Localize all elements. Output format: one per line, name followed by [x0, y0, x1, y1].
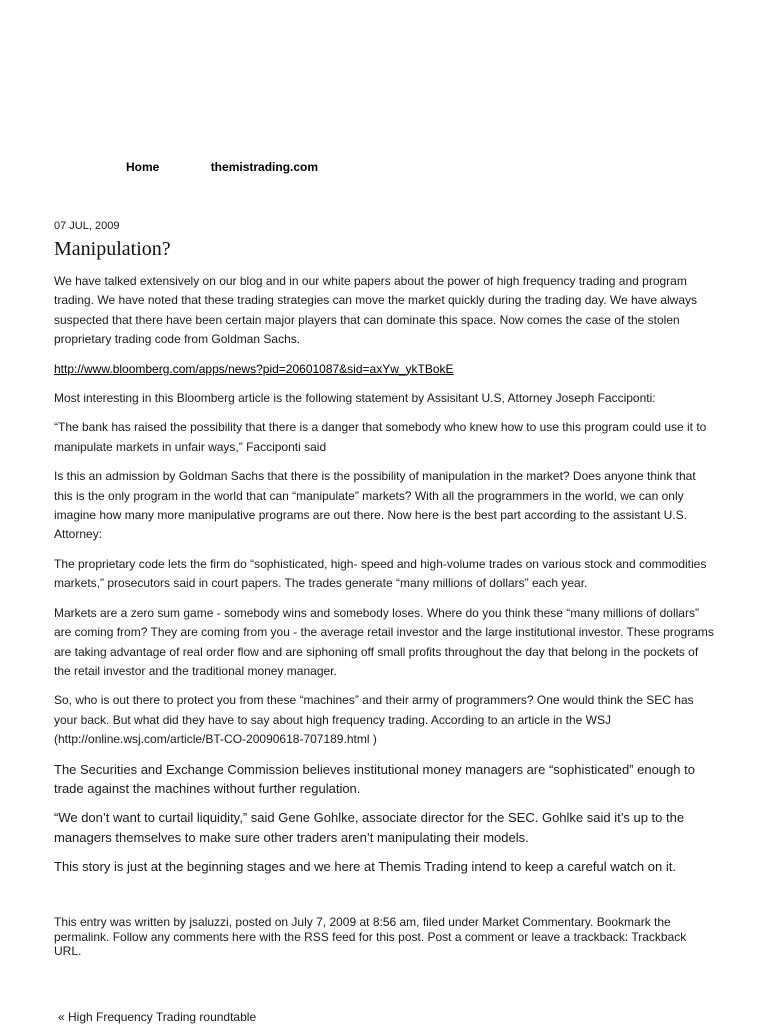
- paragraph: The proprietary code lets the firm do “sophisticated, high- speed and high-volume trades on various stock and commodities markets,” prosecutors said in court papers. The trades generate “many millions of dollars” each year.: [54, 556, 707, 591]
- paragraph: Is this an admission by Goldman Sachs that there is the possibility of manipulation in the market? Does anyone think that this is the only program in the world that can “manipulate” markets? With all the programmers in the world, we can only imagine how many more manipulative programs are out there. Now here is the best part according to the assistant U.S. Attorney:: [54, 469, 696, 542]
- post-date: 07 JUL, 2009: [54, 220, 120, 232]
- post-meta: This entry was written by jsaluzzi, posted on July 7, 2009 at 8:56 am, filed under Market Commentary. Bookmark the permalink. Follow any comments here with the RSS feed for this post. Post a comment or leave a trackback: Trackback URL.: [54, 915, 687, 958]
- nav-home-link[interactable]: Home: [126, 160, 160, 174]
- post-title: Manipulation?: [54, 238, 171, 260]
- previous-post-link[interactable]: « High Frequency Trading roundtable: [58, 1010, 257, 1024]
- paragraph: This story is just at the beginning stages and we here at Themis Trading intend to keep a careful watch on it.: [54, 859, 676, 875]
- nav-site-link[interactable]: themistrading.com: [210, 160, 319, 174]
- post-pagination: [58, 1010, 256, 1024]
- quote-paragraph: “The bank has raised the possibility that there is a danger that somebody who knew how to use this program could use it to manipulate markets in unfair ways,” Facciponti said: [54, 420, 707, 454]
- post-body: [54, 272, 714, 877]
- paragraph: “We don’t want to curtail liquidity,” said Gene Gohlke, associate director for the SEC. Gohlke said it’s up to the managers themselves to make sure other traders aren’t manipulating their models.: [54, 810, 685, 845]
- paragraph: We have talked extensively on our blog and in our white papers about the power of high frequency trading and program trading. We have noted that these trading strategies can move the market quickly during the trading day. We have always suspected that there have been certain major players that can dominate this space. Now comes the case of the stolen proprietary trading code from Goldman Sachs.: [54, 274, 698, 347]
- paragraph: The Securities and Exchange Commission believes institutional money managers are “sophisticated” enough to trade against the machines without further regulation.: [54, 761, 695, 796]
- paragraph: Most interesting in this Bloomberg article is the following statement by Assisitant U.S, Attorney Joseph Facciponti:: [54, 391, 656, 406]
- bloomberg-link-paragraph: [54, 360, 714, 379]
- paragraph: So, who is out there to protect you from these “machines” and their army of programmers? One would think the SEC has your back. But what did they have to say about high frequency trading. According to an article in the WSJ (http://online.wsj.com/article/BT-CO-20090618-707189.html ): [54, 693, 694, 747]
- bloomberg-link[interactable]: http://www.bloomberg.com/apps/news?pid=20601087&sid=axYw_ykTBokE: [54, 361, 454, 376]
- paragraph: Markets are a zero sum game - somebody wins and somebody loses. Where do you think these “many millions of dollars” are coming from? They are coming from you - the average retail investor and the large institutional investor. These programs are taking advantage of real order flow and are siphoning off small profits throughout the day that belong in the pockets of the retail investor and the traditional money manager.: [54, 605, 714, 678]
- top-nav: [126, 160, 318, 174]
- post: [54, 219, 714, 887]
